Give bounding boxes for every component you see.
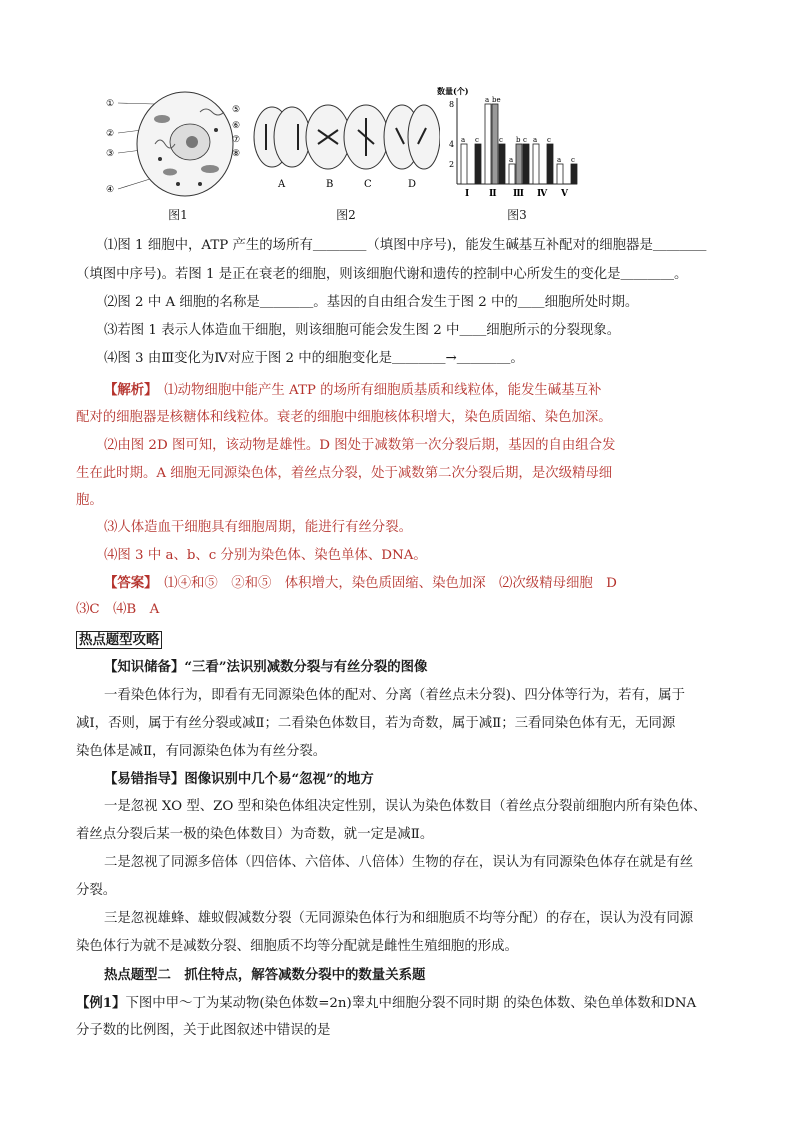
bar-label-c-3: c [523, 136, 527, 144]
callout-2: ② [106, 129, 115, 139]
question-1-line-2: （填图中序号)。若图 1 是正在衰老的细胞，则该细胞代谢和遗传的控制中心所发生的变化是＿＿＿＿。 [76, 267, 688, 282]
bar-label-a-1: a [461, 136, 466, 144]
bar-a-4 [533, 144, 539, 184]
bar-b-3 [516, 144, 522, 184]
example-1-line-2: 分子数的比例图，关于此图叙述中错误的是 [76, 1023, 331, 1038]
bar-c-1 [475, 144, 481, 184]
y-tick-8: 8 [449, 100, 455, 109]
bar-c-4 [547, 144, 553, 184]
x-tick-1: Ⅰ [465, 189, 470, 199]
example-tag: 【例1】 [76, 995, 126, 1011]
bar-label-c-1: c [475, 136, 479, 144]
error-title: 图像识别中几个易“忽视”的地方 [184, 771, 374, 787]
figure-3 [435, 84, 585, 222]
knowledge-title: “三看”法识别减数分裂与有丝分裂的图像 [184, 659, 428, 675]
bar-chart [435, 84, 585, 206]
cell-division-diagram [250, 92, 440, 202]
bar-c-2 [499, 144, 505, 184]
callout-8: ⑧ [232, 149, 241, 159]
question-3: ⑶若图 1 表示人体造血干细胞，则该细胞可能会发生图 2 中＿＿细胞所示的分裂现象。 [104, 323, 621, 338]
error-line-1: 一是忽视 XO 型、ZO 型和染色体组决定性别，误认为染色体数目（着丝点分裂前细胞内所有染色体、 [104, 799, 707, 814]
figure-row [100, 84, 640, 224]
analysis-text-1: ⑴动物细胞中能产生 ATP 的场所有细胞质基质和线粒体，能发生碱基互补 [164, 383, 602, 398]
bar-c-5 [571, 164, 577, 184]
analysis-line-7: ⑷图 3 中 a、b、c 分别为染色体、染色单体、DNA。 [104, 548, 427, 563]
callout-7: ⑦ [232, 135, 241, 145]
analysis-line-5: 胞。 [76, 493, 103, 508]
bar-label-a-3: a [509, 156, 514, 164]
section-heading [76, 630, 162, 651]
knowledge-heading [104, 657, 427, 677]
question-2: ⑵图 2 中 A 细胞的名称是＿＿＿＿。基因的自由组合发生于图 2 中的＿＿细胞所处时期。 [104, 295, 639, 310]
callout-6: ⑥ [232, 121, 241, 131]
bar-label-b-3: b [516, 136, 521, 144]
section-heading-box: 热点题型攻略 [76, 631, 162, 649]
bar-c-3 [523, 144, 529, 184]
animal-cell-diagram [100, 84, 250, 202]
bar-label-c-2: c [499, 136, 503, 144]
x-tick-5: Ⅴ [561, 189, 568, 199]
figure-1 [100, 84, 250, 222]
bar-label-c-5: c [571, 156, 575, 164]
x-tick-2: Ⅱ [489, 189, 497, 199]
figure-3-caption: 图3 [507, 208, 527, 222]
fig2-label-d: D [408, 179, 417, 190]
answer-tag: 【答案】 [104, 575, 151, 591]
error-line-6: 染色体行为就不是减数分裂、细胞质不均等分配就是雌性生殖细胞的形成。 [76, 939, 518, 954]
y-tick-4: 4 [449, 140, 455, 149]
analysis-line-6: ⑶人体造血干细胞具有细胞周期，能进行有丝分裂。 [104, 520, 412, 535]
bar-a-5 [557, 164, 563, 184]
bar-a-2 [485, 104, 491, 184]
example-1-line-1 [76, 993, 696, 1014]
bar-label-a-5: a [557, 156, 562, 164]
example-text-1: 下图中甲～丁为某动物(染色体数=2n)睾丸中细胞分裂不同时期 的染色体数、染色单体数和DNA [125, 996, 697, 1011]
error-line-5: 三是忽视雄蜂、雄蚁假减数分裂（无同源染色体行为和细胞质不均等分配）的存在，误认为没有同源 [104, 911, 694, 926]
x-tick-3: Ⅲ [513, 189, 524, 199]
bar-label-a-4: a [533, 136, 538, 144]
fig2-label-b: B [326, 179, 334, 190]
error-line-2: 着丝点分裂后某一极的染色体数目）为奇数，就一定是减Ⅱ。 [76, 827, 434, 842]
fig2-label-c: C [364, 179, 372, 190]
figure-2-caption: 图2 [336, 208, 356, 222]
analysis-line-2: 配对的细胞器是核糖体和线粒体。衰老的细胞中细胞核体积增大，染色质固缩、染色加深。 [76, 410, 612, 425]
error-tag: 【易错指导】 [104, 771, 185, 787]
bar-label-c-4: c [547, 136, 551, 144]
figure-1-caption: 图1 [168, 208, 188, 222]
y-tick-2: 2 [449, 160, 455, 169]
bar-label-b-2: be [492, 96, 501, 104]
answer-line-1 [104, 573, 617, 594]
analysis-line-3: ⑵由图 2D 图可知，该动物是雄性。D 图处于减数第一次分裂后期，基因的自由组合发 [104, 438, 616, 453]
bar-label-a-2: a [485, 96, 490, 104]
callout-4: ④ [106, 185, 115, 195]
question-4: ⑷图 3 由Ⅲ变化为Ⅳ对应于图 2 中的细胞变化是＿＿＿＿→＿＿＿＿。 [104, 351, 524, 366]
knowledge-line-3: 染色体是减Ⅱ，有同源染色体为有丝分裂。 [76, 744, 327, 759]
knowledge-line-2: 减Ⅰ，否则，属于有丝分裂或减Ⅱ；二看染色体数目，若为奇数，属于减Ⅱ；三看同染色体有无，无同源 [76, 716, 676, 731]
error-heading [104, 769, 374, 789]
question-1-line-1: ⑴图 1 细胞中，ATP 产生的场所有＿＿＿＿（填图中序号)，能发生碱基互补配对的细胞器是＿＿＿＿ [104, 238, 707, 253]
hot-topic-2-title: 热点题型二 抓住特点，解答减数分裂中的数量关系题 [104, 967, 426, 983]
answer-line-2: ⑶C ⑷B A [76, 602, 160, 617]
answer-text-1: ⑴④和⑤ ②和⑤ 体积增大，染色质固缩、染色加深 ⑵次级精母细胞 D [164, 576, 617, 591]
callout-1: ① [106, 99, 115, 109]
x-tick-4: Ⅳ [537, 189, 548, 199]
knowledge-line-1: 一看染色体行为，即看有无同源染色体的配对、分离（着丝点未分裂)、四分体等行为，若有，属于 [104, 688, 686, 703]
y-axis-label: 数量(个) [437, 86, 469, 96]
analysis-tag: 【解析】 [104, 382, 151, 398]
callout-5: ⑤ [232, 105, 241, 115]
bar-b-2 [492, 104, 498, 184]
analysis-line-4: 生在此时期。A 细胞无同源染色体，着丝点分裂，处于减数第二次分裂后期，是次级精母细 [76, 466, 613, 481]
bar-a-3 [509, 164, 515, 184]
callout-3: ③ [106, 149, 115, 159]
error-line-4: 分裂。 [76, 883, 117, 898]
analysis-line-1 [104, 380, 601, 401]
bar-a-1 [461, 144, 467, 184]
error-line-3: 二是忽视了同源多倍体（四倍体、六倍体、八倍体）生物的存在，误认为有同源染色体存在就是有丝 [104, 855, 694, 870]
knowledge-tag: 【知识储备】 [104, 659, 185, 675]
figure-2 [250, 92, 440, 222]
fig2-label-a: A [278, 179, 286, 190]
